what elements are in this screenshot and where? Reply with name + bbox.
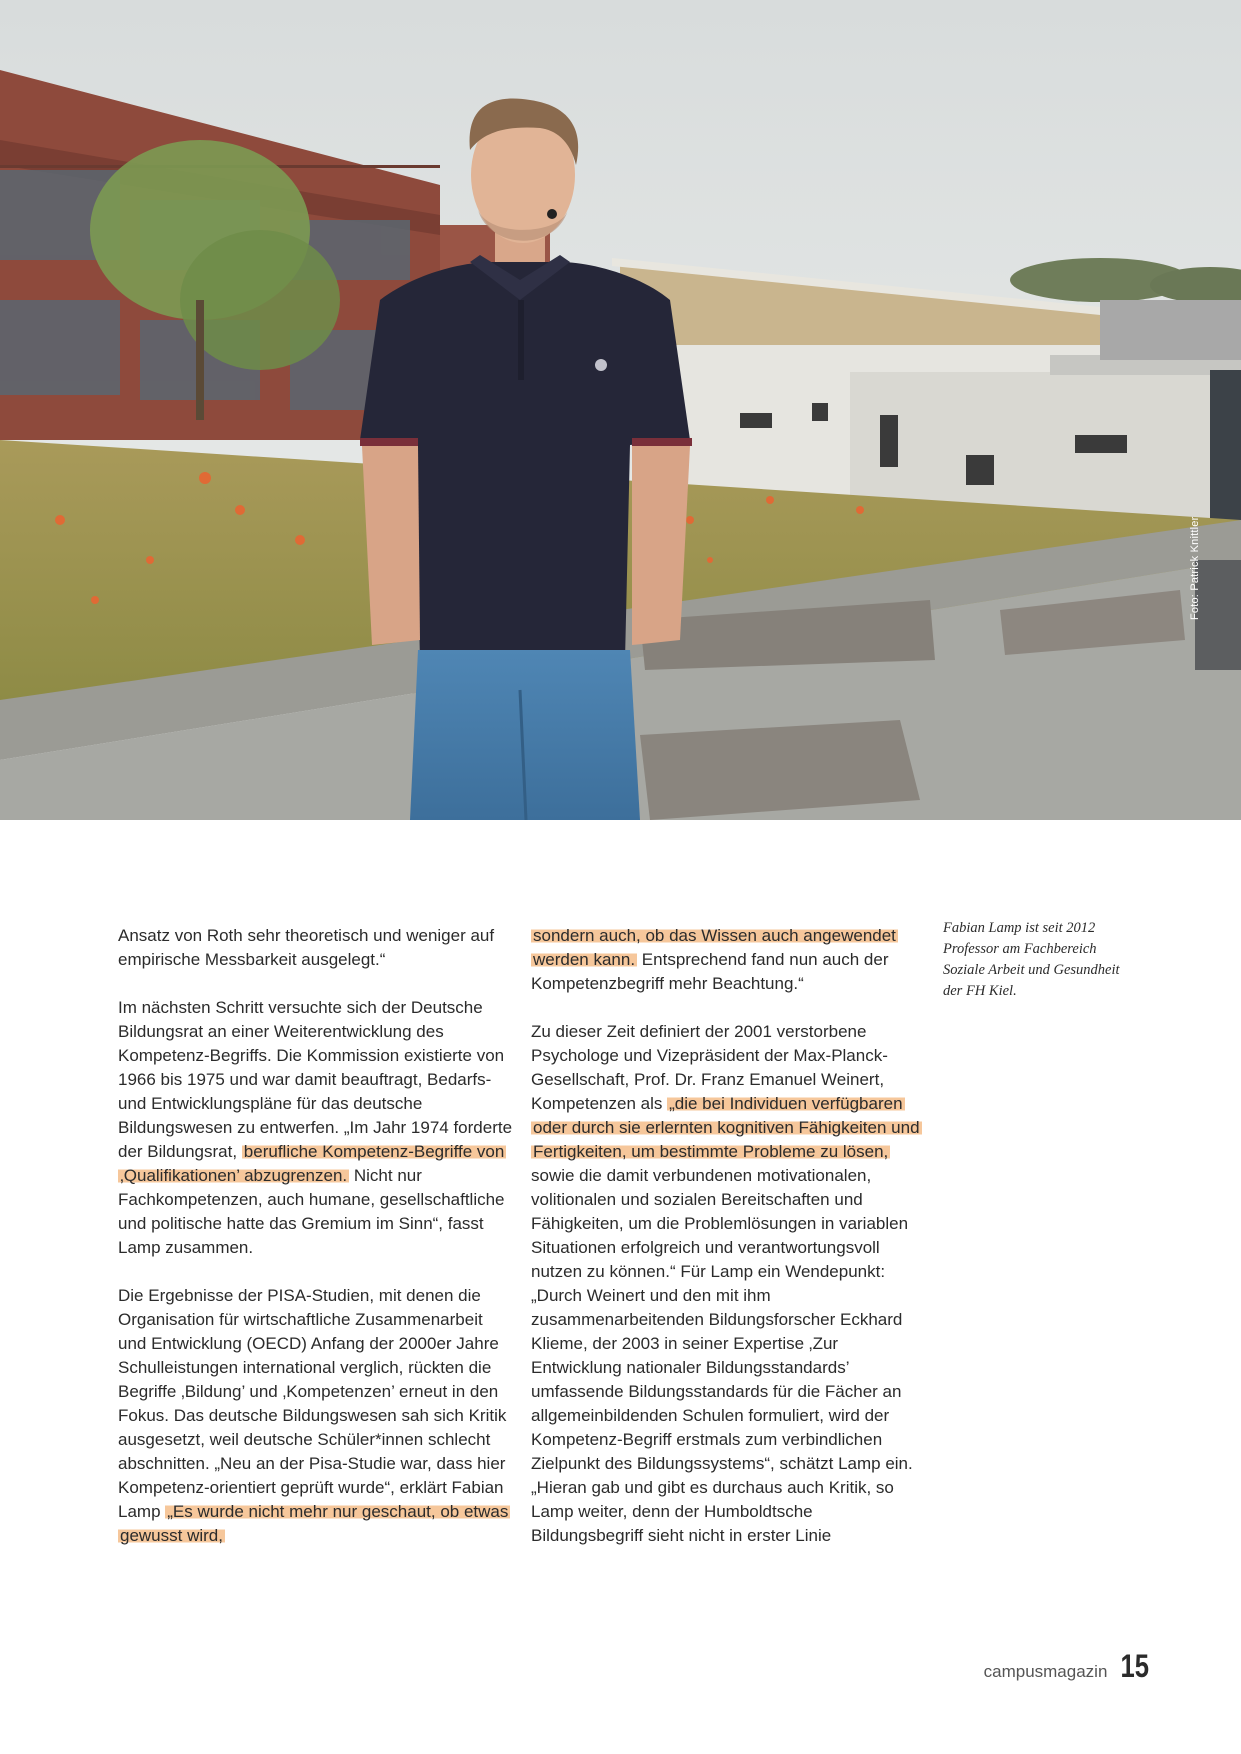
magazine-name: campusmagazin [983,1662,1108,1681]
paragraph [531,1020,926,1548]
photo-caption: Fabian Lamp ist seit 2012 Professor am Fachbereich Soziale Arbeit und Gesundheit der FH Kiel. [943,920,1120,999]
paragraph-text: Ansatz von Roth sehr theoretisch und weniger auf empirische Messbarkeit ausgelegt.“ [118,926,495,969]
paragraph [118,924,513,972]
paragraph-text: Zu dieser Zeit definiert der 2001 verstorbene Psychologe und Vizepräsident der Max-Planck-Gesellschaft, Prof. Dr. Franz Emanuel Weinert, Kompetenzen als [531,1022,888,1113]
portrait-illustration [0,0,1241,820]
paragraph [118,996,513,1260]
paragraph [118,1284,513,1548]
highlighted-quote: „die bei Individuen verfügbaren oder durch sie erlernten kognitiven Fähigkeiten und Fertigkeiten, um bestimmte Probleme zu lösen, [533,1094,920,1161]
paragraph [531,924,926,996]
page-number: 15 [1120,1648,1150,1684]
highlighted-quote: sondern auch, ob das Wissen auch angewendet werden kann. [533,926,896,969]
paragraph-text: Die Ergebnisse der PISA-Studien, mit denen die Organisation für wirtschaftliche Zusammenarbeit und Entwicklung (OECD) Anfang der 2000er Jahre Schulleistungen international verglich, rückten die Begriffe ‚Bildung’ und ‚Kompetenzen’ erneut in den Fokus. Das deutsche Bildungswesen sah sich Kritik ausgesetzt, weil deutsche Schüler*innen schlecht abschnitten. „Neu an der Pisa-Studie war, dass hier Kompetenz-orientiert geprüft wurde“, erklärt Fabian Lamp [118,1286,507,1521]
article-column-2 [531,924,926,1572]
article-column-1 [118,924,513,1572]
photo-credit: Foto: Patrick Knittler [1189,516,1201,620]
highlighted-quote: berufliche Kompetenz-Begriffe von ‚Qualifikationen’ abzugrenzen. [120,1142,505,1185]
paragraph-text: Entsprechend fand nun auch der Kompetenzbegriff mehr Beachtung.“ [531,950,889,993]
page-footer [984,1648,1153,1685]
paragraph-text: sowie die damit verbundenen motivationalen, volitionalen und sozialen Bereitschaften und Fähigkeiten, um die Problemlösungen in variablen Situationen erfolgreich und verantwortungsvoll nutzen zu können.“ Für Lamp ein Wendepunkt: „Durch Weinert und den mit ihm zusammenarbeitenden Bildungsforscher Eckhard Klieme, der 2003 in seiner Expertise ‚Zur Entwicklung nationaler Bildungsstandards’ umfassende Bildungsstandards für die Fächer an allgemeinbildenden Schulen formuliert, wird der Kompetenz-Begriff erstmals zum verbindlichen Zielpunkt des Bildungssystems“, schätzt Lamp ein. „Hieran gab und gibt es durchaus auch Kritik, so Lamp weiter, denn der Humboldtsche Bildungsbegriff sieht nicht in erster Linie [531,1166,913,1545]
paragraph-text: Im nächsten Schritt versuchte sich der Deutsche Bildungsrat an einer Weiterentwicklung des Kompetenz-Begriffs. Die Kommission existierte von 1966 bis 1975 und war damit beauftragt, Bedarfs- und Entwicklungspläne für das deutsche Bildungswesen zu entwerfen. „Im Jahr 1974 forderte der Bildungsrat, [118,998,513,1161]
paragraph-text: Nicht nur Fachkompetenzen, auch humane, gesellschaftliche und politische hatte das Gremium im Sinn“, fasst Lamp zusammen. [118,1166,505,1257]
hero-photo [0,0,1241,820]
highlighted-quote: „Es wurde nicht mehr nur geschaut, ob etwas gewusst wird, [120,1502,509,1545]
